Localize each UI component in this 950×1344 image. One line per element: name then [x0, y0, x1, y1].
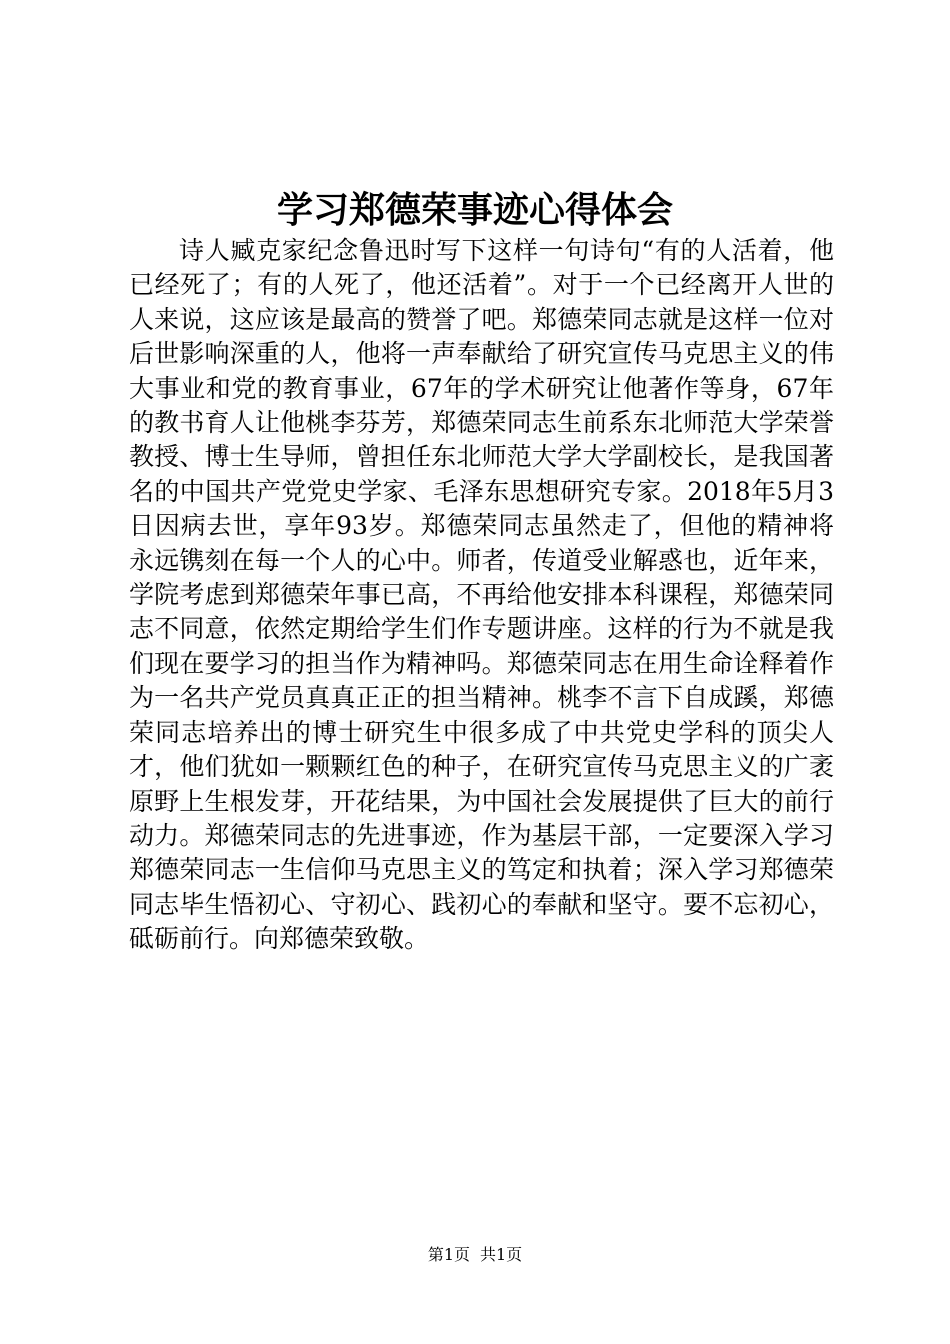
- page-footer: [0, 1244, 950, 1266]
- document-title: 学习郑德荣事迹心得体会: [276, 189, 673, 231]
- page-number: 第1页: [427, 1245, 470, 1264]
- document-body-paragraph: 诗人臧克家纪念鲁迅时写下这样一句诗句“有的人活着，他已经死了；有的人死了，他还活着”。对于一个已经离开人世的人来说，这应该是最高的赞誉了吧。郑德荣同志就是这样一位对后世影响深重的人，他将一声奉献给了研究宣传马克思主义的伟大事业和党的教育事业，67年的学术研究让他著作等身，67年的教书育人让他桃李芬芳，郑德荣同志生前系东北师范大学荣誉教授、博士生导师，曾担任东北师范大学大学副校长，是我国著名的中国共产党党史学家、毛泽东思想研究专家。2018年5月3日因病去世，享年93岁。郑德荣同志虽然走了，但他的精神将永远镌刻在每一个人的心中。师者，传道受业解惑也，近年来，学院考虑到郑德荣年事已高，不再给他安排本科课程，郑德荣同志不同意，依然定期给学生们作专题讲座。这样的行为不就是我们现在要学习的担当作为精神吗。郑德荣同志在用生命诠释着作为一名共产党员真真正正的担当精神。桃李不言下自成蹊，郑德荣同志培养出的博士研究生中很多成了中共党史学科的顶尖人才，他们犹如一颗颗红色的种子，在研究宣传马克思主义的广袤原野上生根发芽，开花结果，为中国社会发展提供了巨大的前行动力。郑德荣同志的先进事迹，作为基层干部，一定要深入学习郑德荣同志一生信仰马克思主义的笃定和执着；深入学习郑德荣同志毕生悟初心、守初心、践初心的奉献和坚守。要不忘初心，砥砺前行。向郑德荣致敬。: [129, 236, 834, 954]
- page-total: 共1页: [480, 1245, 523, 1264]
